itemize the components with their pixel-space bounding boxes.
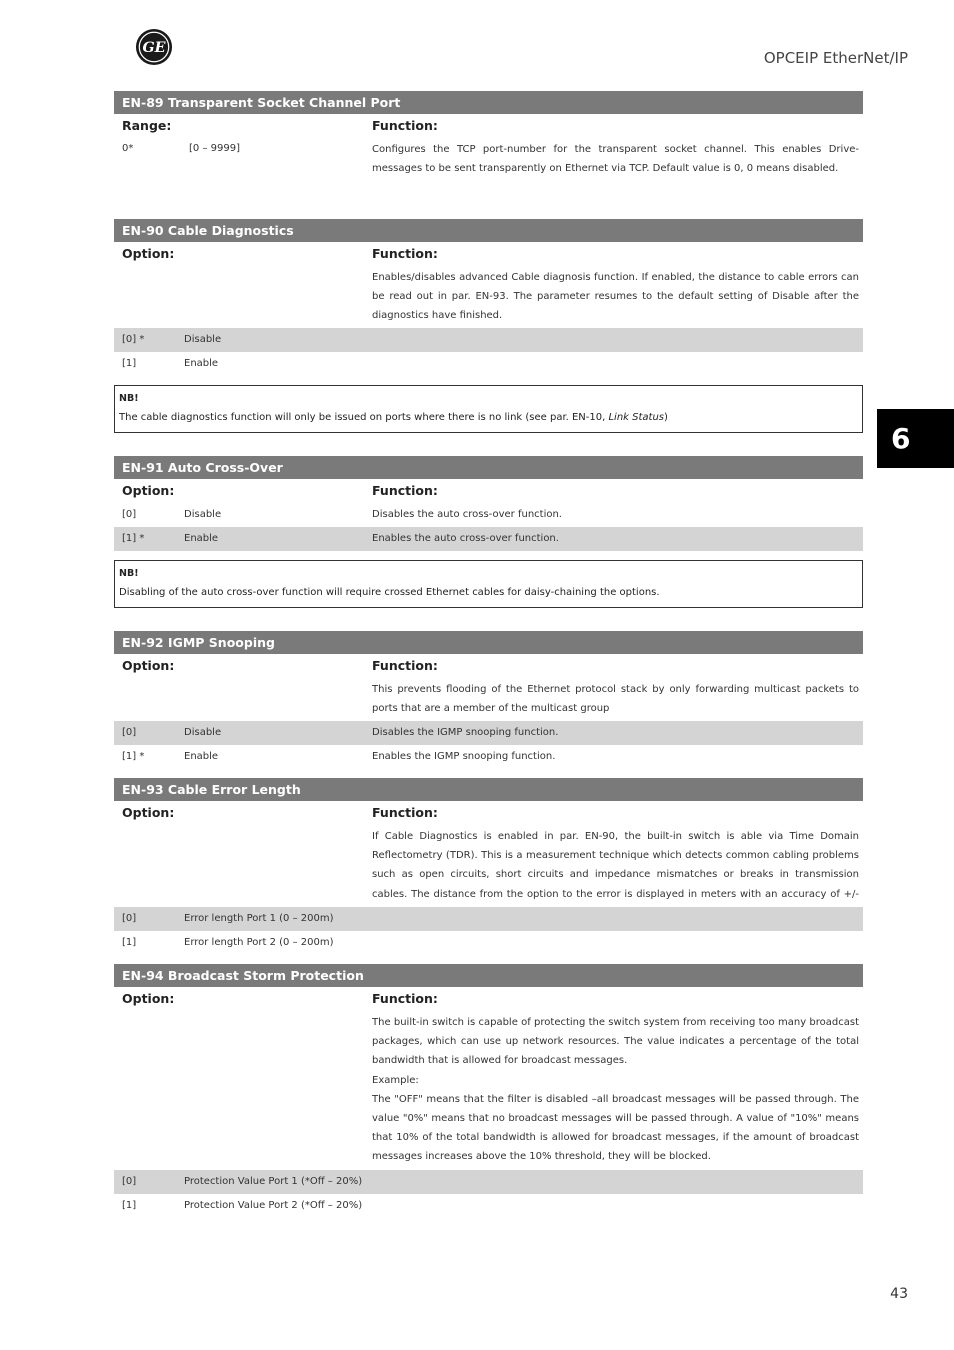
option-label: Disable [184,509,222,520]
option-row [114,1194,863,1218]
option-row [114,527,863,551]
option-code: [0] [122,727,137,738]
column-header-option: Option: [122,805,175,820]
option-label: Enable [184,358,219,369]
column-header-option: Option: [122,483,175,498]
description-row [114,678,863,721]
page-number: 43 [890,1286,908,1302]
column-header-function: Function: [372,805,438,820]
option-code: [0] [122,1176,137,1187]
option-row [114,352,863,376]
option-function: Enables the IGMP snooping function. [372,751,556,762]
section-en90 [114,219,863,376]
column-header-row [114,801,863,825]
note-box-cable-diagnostics [114,385,863,433]
option-code: [1] * [122,751,145,762]
function-description: Enables/disables advanced Cable diagnosis function. If enabled, the distance to cable errors can be read out in par. EN-93. The parameter resumes to the default setting of Disable after the diagnostics have finished. [372,272,859,322]
section-title: EN-90 Cable Diagnostics [114,219,863,242]
function-description [372,1011,859,1167]
description-row [114,825,863,907]
function-description: This prevents flooding of the Ethernet protocol stack by only forwarding multicast packets to ports that are a member of the multicast group [372,684,859,715]
option-label: Error length Port 1 (0 – 200m) [184,913,334,924]
option-function: Disables the IGMP snooping function. [372,727,559,738]
section-en92 [114,631,863,769]
note-link-status: Link Status [608,412,665,423]
column-header-range: Range: [122,118,172,133]
column-header-function: Function: [372,991,438,1006]
section-title: EN-89 Transparent Socket Channel Port [114,91,863,114]
note-label: NB! [119,568,139,579]
option-code: [1] * [122,533,145,544]
option-row [114,721,863,745]
section-en93 [114,778,863,955]
ge-logo-icon [135,28,173,66]
option-row [114,745,863,769]
option-row [114,328,863,352]
note-label: NB! [119,393,139,404]
column-header-row [114,114,863,138]
option-code: [1] [122,937,137,948]
section-title: EN-94 Broadcast Storm Protection [114,964,863,987]
section-title: EN-91 Auto Cross-Over [114,456,863,479]
document-title: OPCEIP EtherNet/IP [763,49,908,67]
description-example-label: Example: [372,1074,419,1086]
column-header-row [114,654,863,678]
option-function: Disables the auto cross-over function. [372,509,562,520]
column-header-option: Option: [122,991,175,1006]
option-label: Protection Value Port 2 (*Off – 20%) [184,1200,363,1211]
option-label: Enable [184,751,219,762]
description-paragraph: The "OFF" means that the filter is disabled –all broadcast messages will be passed through. The value "0%" means that no broadcast messages will be passed through. A value of "10%" means that 10% of the total bandwidth is allowed for broadcast messages, if the amount of broadcast messages increases above the 10% threshold, they will be blocked. [372,1093,859,1163]
section-en89 [114,91,863,178]
option-code: [0] [122,913,137,924]
option-row [114,931,863,955]
option-label: Disable [184,727,222,738]
section-title: EN-92 IGMP Snooping [114,631,863,654]
option-label: Protection Value Port 1 (*Off – 20%) [184,1176,363,1187]
note-text: Disabling of the auto cross-over function will require crossed Ethernet cables for daisy-chaining the options. [119,587,660,598]
option-row [114,907,863,931]
option-code: [0] [122,509,137,520]
option-row [114,503,863,527]
function-description: If Cable Diagnostics is enabled in par. EN-90, the built-in switch is able via Time Domain Reflectometry (TDR). This is a measurement technique which detects common cabling problems such as open circuits, short circuits and impedance mismatches or breaks in transmission cables. The distance from the option to the error is displayed in meters with an accuracy of +/- [372,831,859,900]
option-code: [0] * [122,334,145,345]
option-function: Enables the auto cross-over function. [372,533,559,544]
section-en94 [114,964,863,1218]
column-header-row [114,987,863,1011]
note-box-auto-cross-over [114,560,863,608]
function-description: Configures the TCP port-number for the transparent socket channel. This enables Drive-messages to be sent transparently on Ethernet via TCP. Default value is 0, 0 means disabled. [372,144,859,175]
description-row [114,266,863,328]
range-row [114,138,863,178]
column-header-function: Function: [372,658,438,673]
section-title: EN-93 Cable Error Length [114,778,863,801]
option-code: [1] [122,358,137,369]
option-label: Enable [184,533,219,544]
option-label: Disable [184,334,222,345]
description-paragraph: The built-in switch is capable of protecting the switch system from receiving too many broadcast packages, which can use up network resources. The value indicates a percentage of the total bandwidth that is allowed for broadcast messages. [372,1017,859,1067]
svg-text:GE: GE [142,40,166,57]
column-header-function: Function: [372,118,438,133]
column-header-function: Function: [372,246,438,261]
column-header-row [114,242,863,266]
column-header-option: Option: [122,658,175,673]
option-code: [1] [122,1200,137,1211]
range-value: [0 – 9999] [189,143,240,154]
column-header-option: Option: [122,246,175,261]
note-text: The cable diagnostics function will only be issued on ports where there is no link (see par. EN-10, Link Status) [119,412,668,423]
chapter-tab: 6 [877,409,954,468]
option-row [114,1170,863,1194]
description-row [114,1011,863,1170]
column-header-function: Function: [372,483,438,498]
column-header-row [114,479,863,503]
default-value: 0* [122,143,134,154]
option-label: Error length Port 2 (0 – 200m) [184,937,334,948]
section-en91 [114,456,863,551]
